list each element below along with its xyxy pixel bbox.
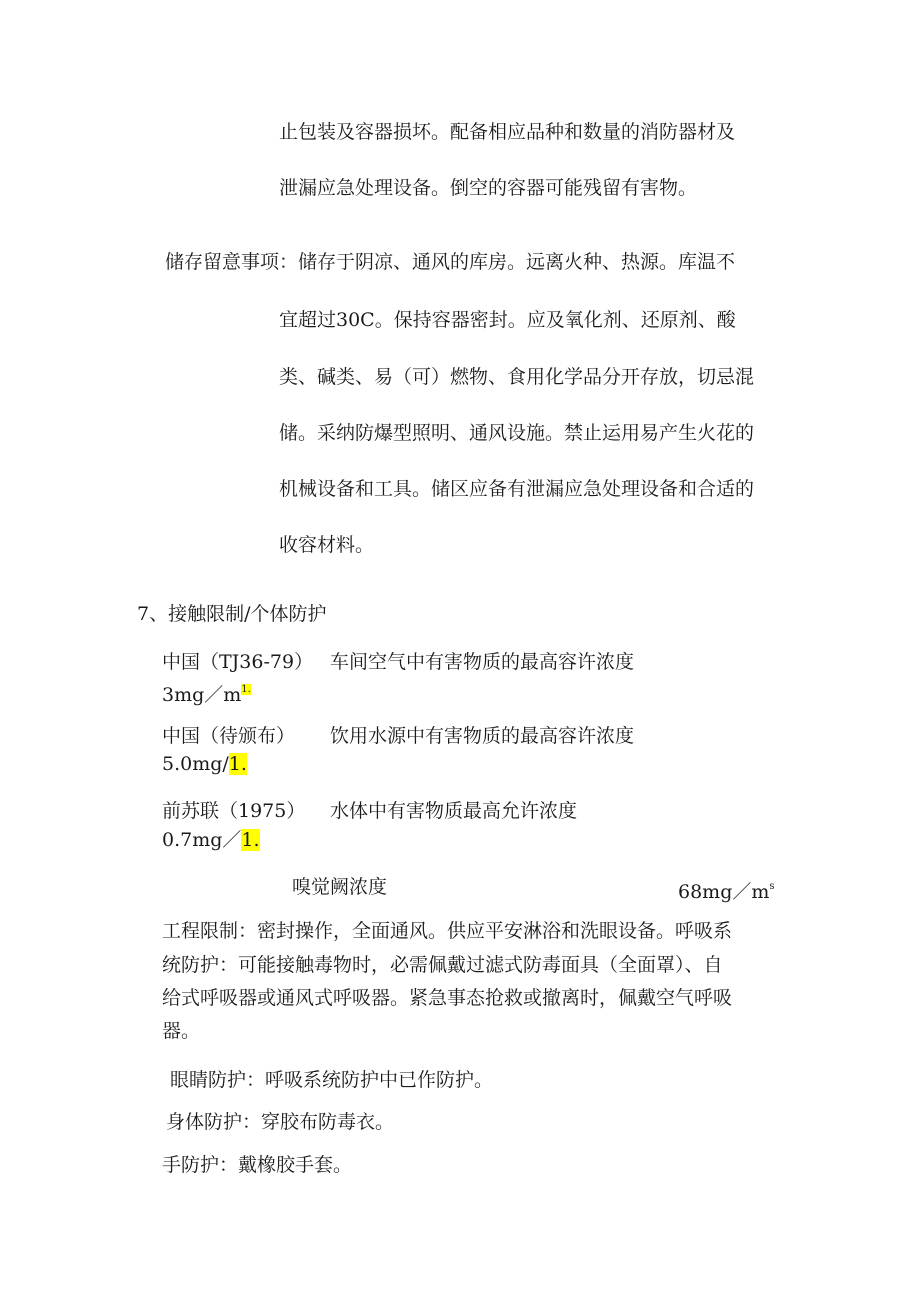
highlight-mark: 1.	[241, 829, 260, 851]
text-line: 宜超过30C。保持容器密封。应及氧化剂、还原剂、酸	[279, 309, 736, 331]
limit-source: 中国（TJ36-79）	[162, 651, 314, 673]
hand-protection: 手防护：戴橡胶手套。	[162, 1154, 353, 1176]
limit-value	[162, 828, 260, 852]
unit-superscript: s	[769, 881, 775, 892]
text-line: 机械设备和工具。储区应备有泄漏应急处理设备和合适的	[279, 478, 755, 500]
limit-description: 水体中有害物质最高允许浓度	[330, 800, 578, 822]
limit-source: 前苏联（1975）	[162, 800, 306, 822]
limit-value	[162, 678, 251, 707]
limit-description: 车间空气中有害物质的最高容许浓度	[330, 651, 635, 673]
value-text: 3mg／m	[162, 684, 242, 706]
storage-precautions-label: 储存留意事项：	[165, 251, 299, 273]
text-line: 储。采纳防爆型照明、通风设施。禁止运用易产生火花的	[279, 422, 755, 444]
body-protection: 身体防护：穿胶布防毒衣。	[166, 1111, 395, 1133]
text-span: 储存于阴凉、通风的库房。远离火种、热源。库温不	[298, 251, 736, 273]
limit-description: 饮用水源中有害物质的最高容许浓度	[330, 725, 635, 747]
odor-threshold-label: 嗅觉阙浓度	[292, 876, 388, 898]
highlight-mark: 1.	[228, 753, 247, 775]
value-text: 5.0mg/	[162, 753, 229, 775]
engineering-line: 统防护：可能接触毒物时，必需佩戴过滤式防毒面具（全面罩）、自	[162, 954, 723, 976]
limit-source: 中国（待颁布）	[162, 725, 296, 747]
eye-protection: 眼睛防护：呼吸系统防护中已作防护。	[170, 1069, 494, 1091]
value-text: 68mg／m	[678, 881, 770, 903]
text-line: 类、碱类、易（可）燃物、食用化学品分开存放，切忌混	[279, 366, 755, 388]
odor-threshold-value	[678, 875, 775, 904]
text-line: 收容材料。	[279, 534, 375, 556]
highlight-mark: 1.	[241, 684, 251, 695]
value-text: 0.7mg／	[162, 829, 242, 851]
text-line: 止包装及容器损坏。配备相应品种和数量的消防器材及	[279, 121, 736, 143]
limit-value	[162, 752, 247, 776]
storage-precautions-first-line	[165, 250, 735, 274]
section-heading: 7、接触限制/个体防护	[137, 603, 327, 625]
engineering-line: 器。	[162, 1020, 201, 1042]
text-line: 泄漏应急处理设备。倒空的容器可能残留有害物。	[279, 177, 698, 199]
engineering-line: 工程限制：密封操作，全面通风。供应平安淋浴和洗眼设备。呼吸系	[162, 920, 733, 942]
engineering-line: 给式呼吸器或通风式呼吸器。紧急事态抢救或撤离时，佩戴空气呼吸	[162, 987, 733, 1009]
